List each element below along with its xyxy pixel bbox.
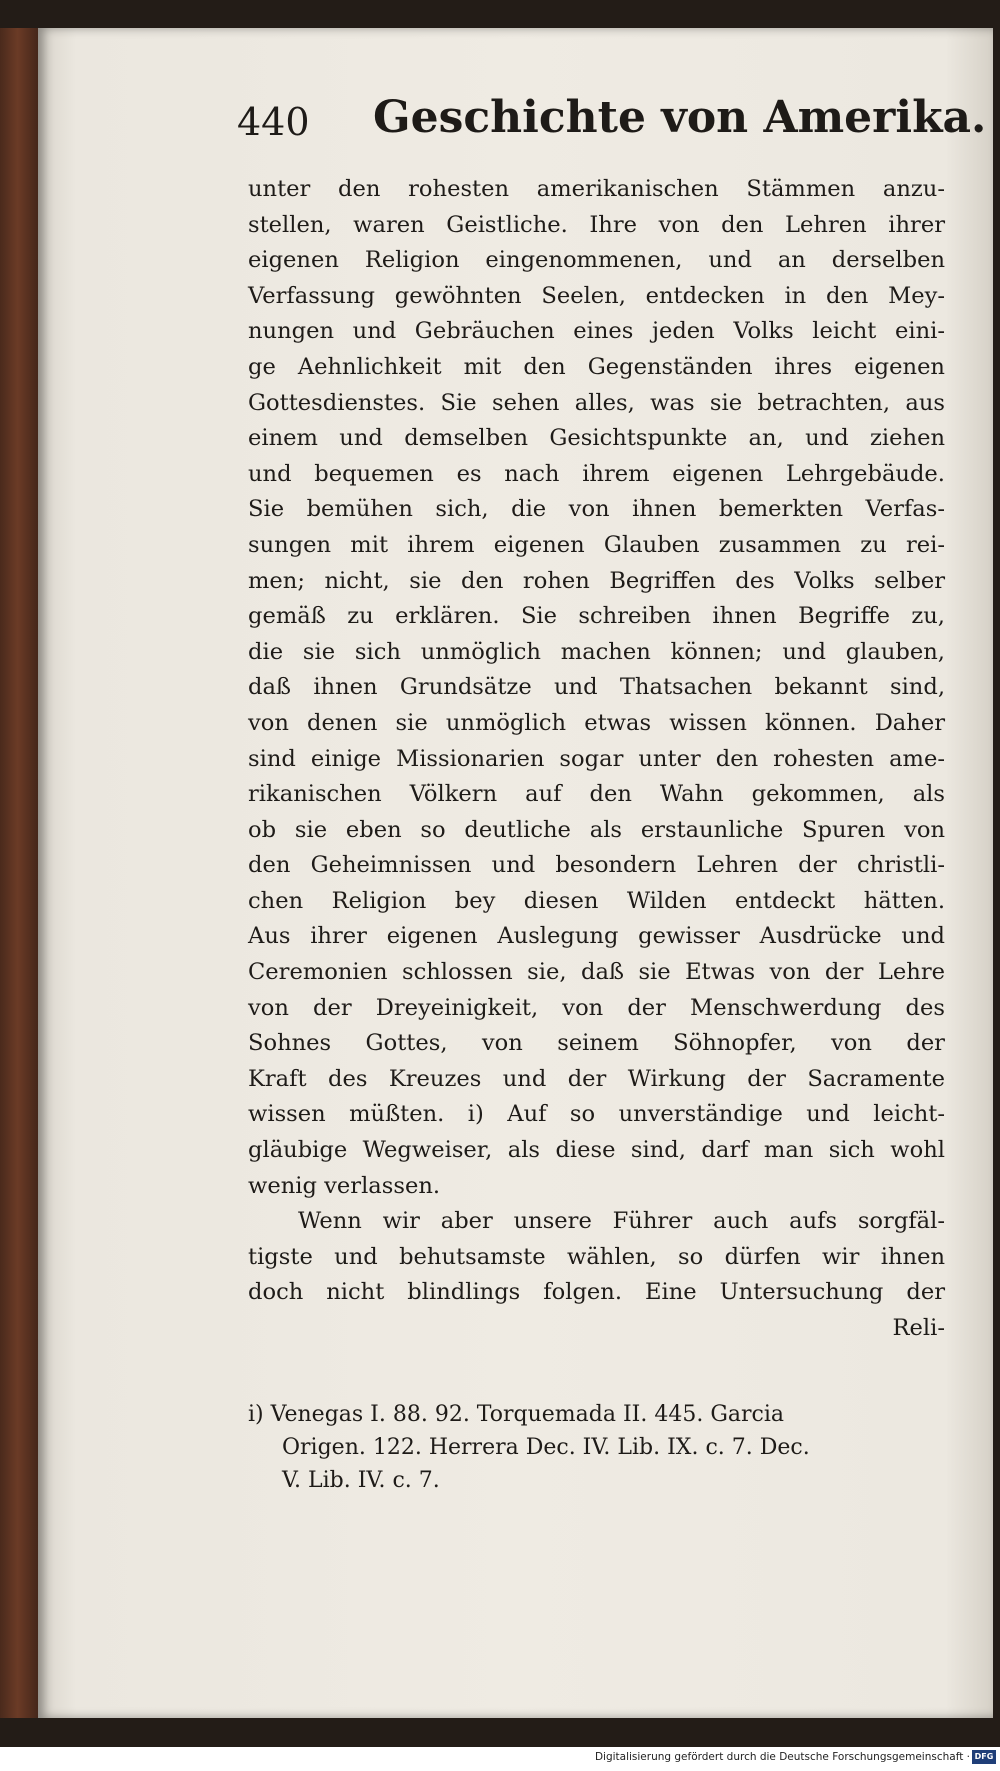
text-line: tigste und behutsamste wählen, so dürfen wir ihnen [248,1243,945,1270]
text-line: Kraft des Kreuzes und der Wirkung der Sacramente [248,1065,945,1092]
digitization-credit: Digitalisierung gefördert durch die Deutsche Forschungsgemeinschaft · [594,1751,970,1763]
catchword: Reli- [892,1315,945,1341]
text-line: die sie sich unmöglich machen können; und glauben, [248,638,945,665]
text-line: von der Dreyeinigkeit, von der Menschwerdung des [248,994,945,1021]
text-line: Ceremonien schlossen sie, daß sie Etwas von der Lehre [248,959,945,986]
text-line: nungen und Gebräuchen eines jeden Volks leicht eini- [248,318,945,345]
text-line: sungen mit ihrem eigenen Glauben zusammen zu rei- [248,531,945,558]
text-line: men; nicht, sie den rohen Begriffen des Volks selber [248,567,945,594]
text-line: Sie bemühen sich, die von ihnen bemerkten Verfas- [248,496,945,523]
text-line: eigenen Religion eingenommenen, und an derselben [248,247,945,274]
text-line: daß ihnen Grundsätze und Thatsachen bekannt sind, [248,674,945,701]
text-line: wissen müßten. i) Auf so unverständige und leicht- [248,1101,945,1128]
text-line: gemäß zu erklären. Sie schreiben ihnen Begriffe zu, [248,603,945,630]
footnotes [248,1398,945,1497]
text-line: ge Aehnlichkeit mit den Gegenständen ihres eigenen [248,353,945,380]
text-line: unter den rohesten amerikanischen Stämmen anzu- [248,176,945,202]
text-line: rikanischen Völkern auf den Wahn gekommen, als [248,781,945,808]
footnote-line: Origen. 122. Herrera Dec. IV. Lib. IX. c. 7. Dec. [282,1435,810,1460]
text-line: Sohnes Gottes, von seinem Söhnopfer, von der [248,1030,945,1057]
text-line: ob sie eben so deutliche als erstaunliche Spuren von [248,816,945,843]
dfg-logo: DFG [972,1750,996,1764]
text-line: und bequemen es nach ihrem eigenen Lehrgebäude. [248,460,945,487]
text-line: einem und demselben Gesichtspunkte an, und ziehen [248,425,945,452]
footnote-line: V. Lib. IV. c. 7. [282,1468,440,1493]
page-number: 440 [237,100,310,144]
text-line: sind einige Missionarien sogar unter den rohesten ame- [248,745,945,772]
text-line: Wenn wir aber unsere Führer auch aufs sorgfäl- [298,1208,945,1235]
text-line: den Geheimnissen und besondern Lehren der christli- [248,852,945,879]
text-line: wenig verlassen. [248,1172,441,1199]
text-line: gläubige Wegweiser, als diese sind, darf man sich wohl [248,1137,945,1164]
text-line: stellen, waren Geistliche. Ihre von den Lehren ihrer [248,211,945,238]
text-line: Gottesdienstes. Sie sehen alles, was sie betrachten, aus [248,389,945,416]
text-line: doch nicht blindlings folgen. Eine Untersuchung der [248,1279,945,1306]
main-text [248,172,945,1347]
footnote-line: i) Venegas I. 88. 92. Torquemada II. 445. Garcia [248,1402,785,1427]
text-line: Verfassung gewöhnten Seelen, entdecken in den Mey- [248,282,945,309]
text-line: Aus ihrer eigenen Auslegung gewisser Ausdrücke und [248,923,945,950]
text-line: chen Religion bey diesen Wilden entdeckt hätten. [248,887,945,914]
running-head: Geschichte von Amerika. [373,92,987,143]
text-line: von denen sie unmöglich etwas wissen können. Daher [248,709,945,736]
